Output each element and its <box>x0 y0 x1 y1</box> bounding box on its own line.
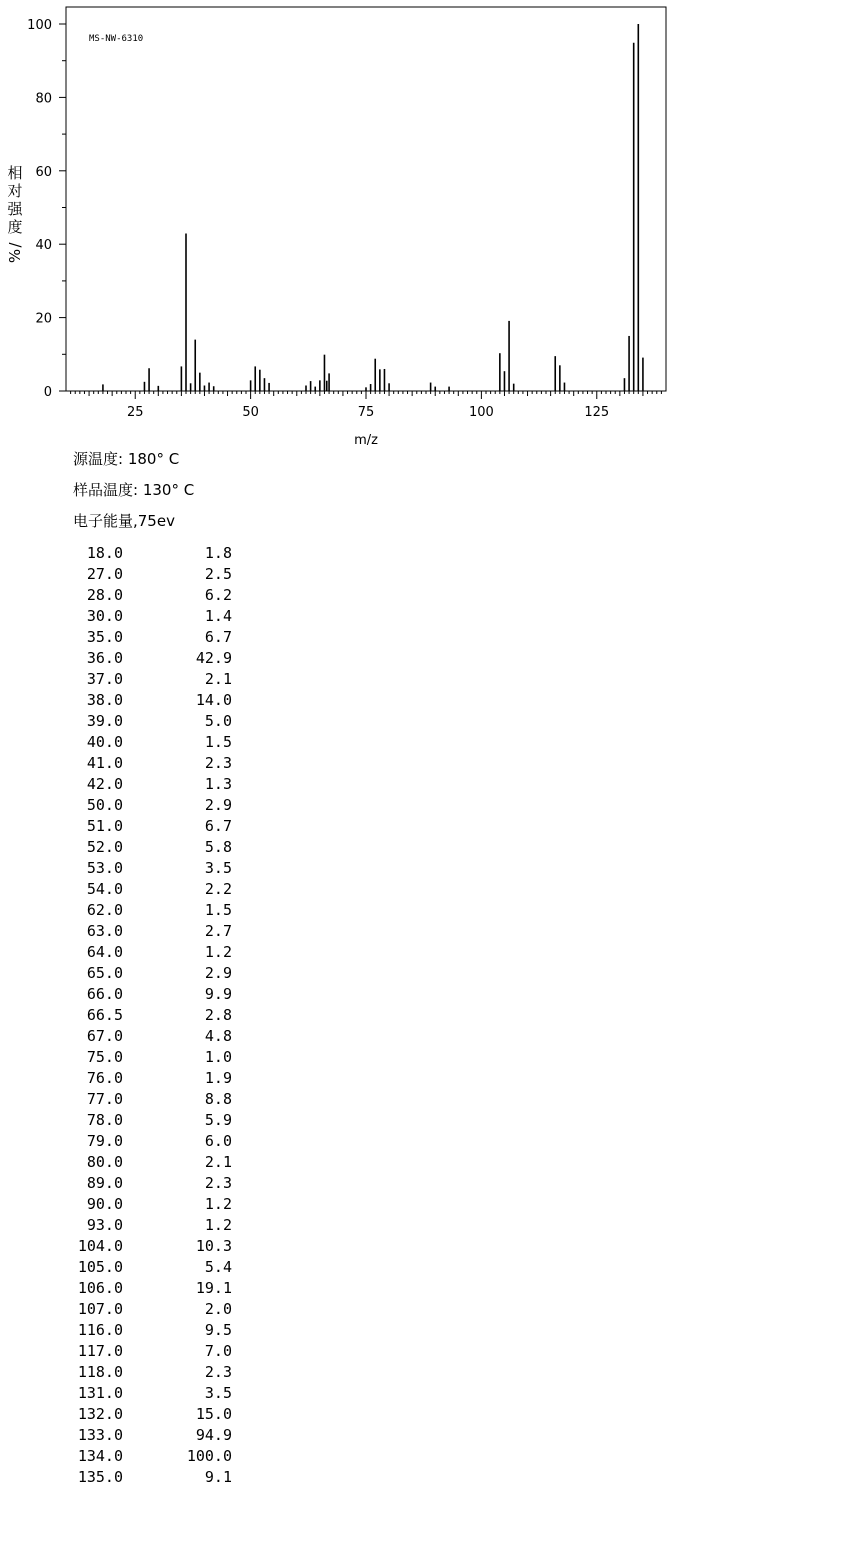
x-tick-label: 100 <box>468 405 494 420</box>
peak-intensity: 6.7 <box>204 628 232 646</box>
peak-intensity: 2.5 <box>204 565 232 583</box>
peak-intensity: 6.7 <box>204 817 232 835</box>
y-axis-label-char: % <box>6 248 24 264</box>
y-tick-label: 40 <box>35 238 52 254</box>
x-axis-label: m/z <box>354 433 378 448</box>
plot-frame <box>66 7 666 391</box>
y-tick-label: 60 <box>35 164 52 180</box>
x-tick-label: 50 <box>242 405 259 420</box>
peak-intensity: 14.0 <box>195 691 232 709</box>
peak-mz: 42.0 <box>86 775 123 793</box>
peak-mz: 28.0 <box>86 586 123 604</box>
peak-mz: 64.0 <box>86 943 123 961</box>
y-axis-label-char: 强 <box>7 200 23 218</box>
peak-intensity: 2.9 <box>204 796 232 814</box>
peak-intensity: 15.0 <box>195 1405 232 1423</box>
peak-intensity: 2.2 <box>204 880 232 898</box>
peak-mz: 40.0 <box>86 733 123 751</box>
peak-mz: 134.0 <box>77 1447 123 1465</box>
peak-intensity: 6.0 <box>204 1132 232 1150</box>
peak-mz: 76.0 <box>86 1069 123 1087</box>
peak-intensity: 2.0 <box>204 1300 232 1318</box>
peak-intensity: 1.8 <box>204 544 232 562</box>
peak-intensity: 9.5 <box>204 1321 232 1339</box>
y-axis-label-char: / <box>6 242 24 248</box>
peak-mz: 63.0 <box>86 922 123 940</box>
peak-mz: 80.0 <box>86 1153 123 1171</box>
peak-intensity: 2.1 <box>204 1153 232 1171</box>
peak-intensity: 5.9 <box>204 1111 232 1129</box>
peak-mz: 106.0 <box>77 1279 123 1297</box>
peak-mz: 52.0 <box>86 838 123 856</box>
y-axis-label-char: 相 <box>7 164 23 182</box>
peak-mz: 133.0 <box>77 1426 123 1444</box>
y-tick-label: 0 <box>43 385 52 400</box>
y-tick-label: 20 <box>35 311 52 327</box>
peak-mz: 39.0 <box>86 712 123 730</box>
source-temperature: 源温度: 180° C <box>73 450 180 468</box>
peak-intensity: 1.3 <box>204 775 232 793</box>
peak-mz: 104.0 <box>77 1237 123 1255</box>
peak-intensity: 3.5 <box>204 1384 232 1402</box>
y-tick-label: 80 <box>35 91 52 107</box>
peak-mz: 132.0 <box>77 1405 123 1423</box>
peak-intensity: 6.2 <box>204 586 232 604</box>
peak-mz: 38.0 <box>86 691 123 709</box>
peak-intensity: 1.4 <box>204 607 232 625</box>
peak-mz: 41.0 <box>86 754 123 772</box>
peak-intensity: 9.9 <box>204 985 232 1003</box>
x-tick-label: 125 <box>584 405 610 420</box>
peak-intensity: 42.9 <box>195 649 232 667</box>
x-tick-label: 75 <box>357 405 375 420</box>
peak-mz: 105.0 <box>77 1258 123 1276</box>
peak-mz: 116.0 <box>77 1321 123 1339</box>
peak-intensity: 2.1 <box>204 670 232 688</box>
peak-intensity: 2.8 <box>204 1006 232 1024</box>
x-tick-label: 25 <box>126 405 144 420</box>
peak-mz: 90.0 <box>86 1195 123 1213</box>
peak-mz: 77.0 <box>86 1090 123 1108</box>
peak-intensity: 100.0 <box>186 1447 232 1465</box>
peak-intensity: 5.0 <box>204 712 232 730</box>
y-axis-label-char: 对 <box>7 182 23 200</box>
mass-spectrum-chart <box>0 0 850 450</box>
electron-energy: 电子能量,75ev <box>73 512 175 530</box>
peak-intensity: 2.7 <box>204 922 232 940</box>
peak-mz: 37.0 <box>86 670 123 688</box>
peak-intensity: 4.8 <box>204 1027 232 1045</box>
peak-intensity: 1.5 <box>204 733 232 751</box>
peak-mz: 66.0 <box>86 985 123 1003</box>
peak-intensity: 2.9 <box>204 964 232 982</box>
spectrum-code: MS-NW-6310 <box>89 34 144 44</box>
peak-mz: 131.0 <box>77 1384 123 1402</box>
peak-intensity: 10.3 <box>195 1237 232 1255</box>
spectrum-plot <box>0 0 850 450</box>
peak-intensity: 2.3 <box>204 1174 232 1192</box>
peak-mz: 66.5 <box>86 1006 123 1024</box>
peak-mz: 35.0 <box>86 628 123 646</box>
peak-mz: 62.0 <box>86 901 123 919</box>
peak-mz: 30.0 <box>86 607 123 625</box>
peak-mz: 18.0 <box>86 544 123 562</box>
peak-intensity: 1.2 <box>204 943 232 961</box>
peak-mz: 75.0 <box>86 1048 123 1066</box>
sample-temperature: 样品温度: 130° C <box>73 481 195 499</box>
peak-mz: 50.0 <box>86 796 123 814</box>
peak-intensity: 2.3 <box>204 1363 232 1381</box>
peak-mz: 36.0 <box>86 649 123 667</box>
peak-intensity: 5.8 <box>204 838 232 856</box>
peak-intensity: 1.0 <box>204 1048 232 1066</box>
peak-intensity: 1.9 <box>204 1069 232 1087</box>
peak-intensity: 1.2 <box>204 1216 232 1234</box>
peak-intensity: 19.1 <box>195 1279 232 1297</box>
peak-intensity: 94.9 <box>195 1426 232 1444</box>
peak-mz: 135.0 <box>77 1468 123 1486</box>
peak-mz: 53.0 <box>86 859 123 877</box>
peak-mz: 93.0 <box>86 1216 123 1234</box>
acquisition-conditions <box>73 448 194 541</box>
peak-intensity: 8.8 <box>204 1090 232 1108</box>
peak-intensity: 7.0 <box>204 1342 232 1360</box>
peak-mz: 107.0 <box>77 1300 123 1318</box>
y-axis-label-char: 度 <box>7 218 23 236</box>
peak-intensity: 9.1 <box>204 1468 232 1486</box>
peak-mz: 78.0 <box>86 1111 123 1129</box>
peak-intensity: 2.3 <box>204 754 232 772</box>
y-tick-label: 100 <box>27 18 52 33</box>
peak-mz: 27.0 <box>86 565 123 583</box>
peak-intensity: 1.2 <box>204 1195 232 1213</box>
peak-intensity: 1.5 <box>204 901 232 919</box>
peak-intensity: 3.5 <box>204 859 232 877</box>
peak-mz: 118.0 <box>77 1363 123 1381</box>
peak-intensity: 5.4 <box>204 1258 232 1276</box>
peak-mz: 51.0 <box>86 817 123 835</box>
peak-mz: 65.0 <box>86 964 123 982</box>
spectrum-svg <box>0 0 850 450</box>
peak-mz: 67.0 <box>86 1027 123 1045</box>
peak-mz: 54.0 <box>86 880 123 898</box>
peak-mz: 89.0 <box>86 1174 123 1192</box>
peak-mz: 79.0 <box>86 1132 123 1150</box>
peak-mz: 117.0 <box>77 1342 123 1360</box>
